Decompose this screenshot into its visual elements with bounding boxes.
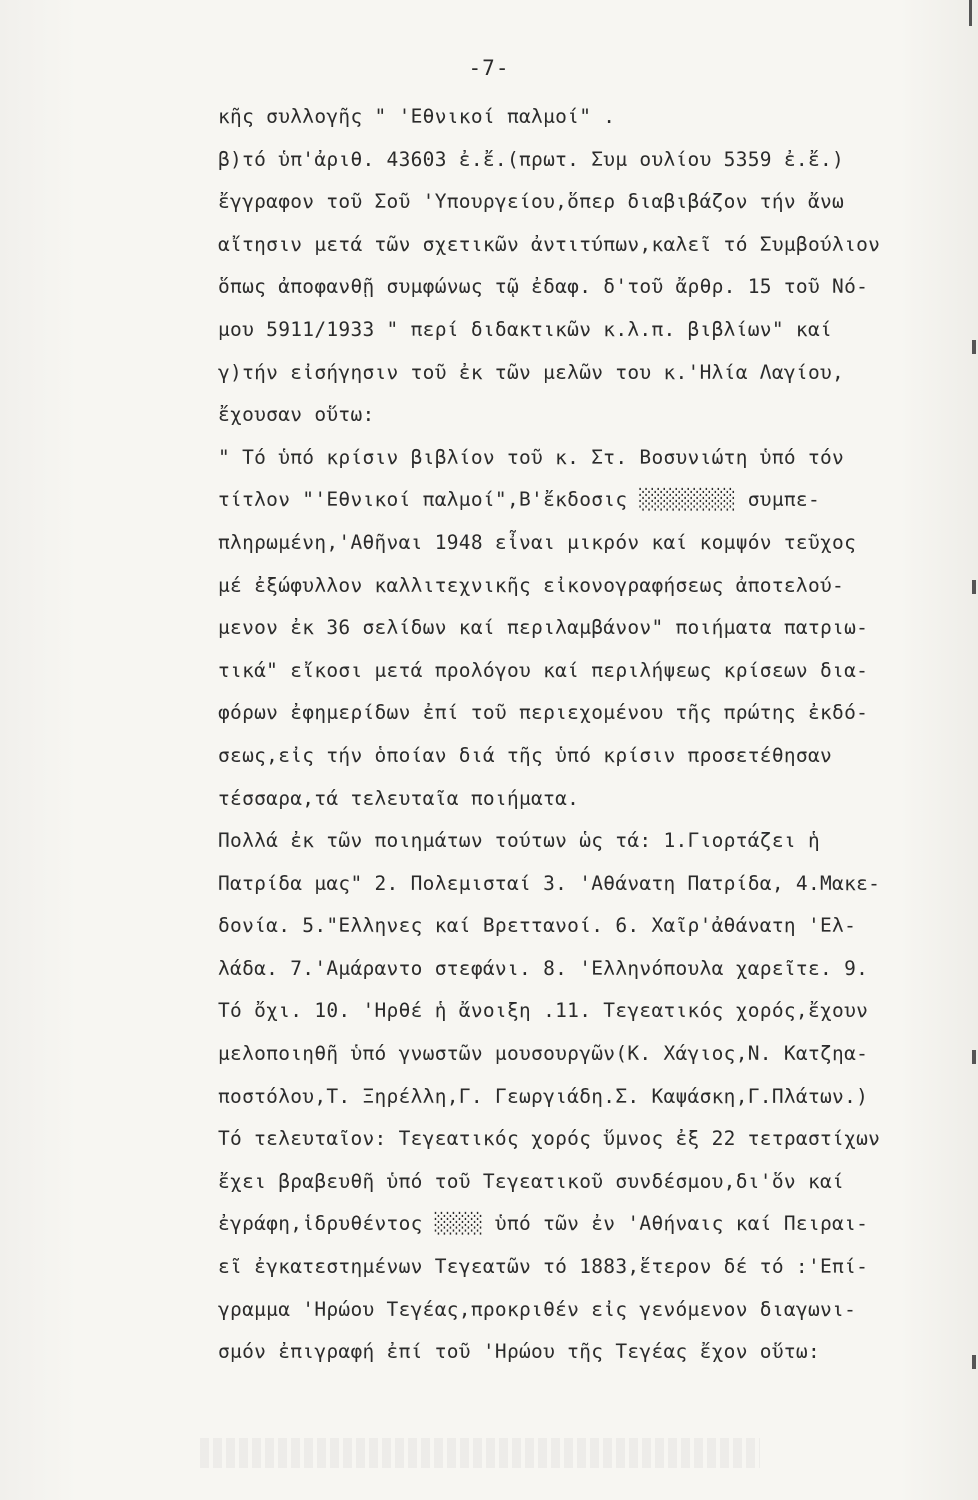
text-line: γ)τήν εἰσήγησιν τοῦ ἐκ τῶν μελῶν του κ.'Ηλία Λαγίου, bbox=[218, 360, 845, 384]
scan-edge-tick bbox=[972, 580, 976, 594]
typewritten-body bbox=[218, 96, 958, 1374]
scan-edge-tick bbox=[972, 340, 976, 354]
text-line: " Τό ὑπό κρίσιν βιβλίον τοῦ κ. Στ. Βοσυνιώτη ὑπό τόν bbox=[218, 445, 845, 469]
show-through-text bbox=[200, 1438, 760, 1468]
text-line: ἐγράφη,ἱδρυθέντος ░░░░ ὑπό τῶν ἐν 'Αθήναις καί Πειραι- bbox=[218, 1212, 869, 1236]
text-line: λάδα. 7.'Αμάραντο στεφάνι. 8. 'Ελληνόπουλα χαρεῖτε. 9. bbox=[218, 956, 869, 980]
text-line: πληρωμένη,'Αθῆναι 1948 εἶναι μικρόν καί κομψόν τεῦχος bbox=[218, 530, 857, 554]
text-line: Τό ὄχι. 10. 'Ηρθέ ἡ ἄνοιξη .11. Τεγεατικός χορός,ἔχουν bbox=[218, 999, 869, 1023]
text-line: μελοποιηθῆ ὑπό γνωστῶν μουσουργῶν(Κ. Χάγιος,Ν. Κατζηα- bbox=[218, 1042, 869, 1066]
scan-edge-tick bbox=[972, 1050, 976, 1064]
text-line: αἴτησιν μετά τῶν σχετικῶν ἀντιτύπων,καλεῖ τό Συμβούλιον bbox=[218, 232, 881, 256]
text-line: τέσσαρα,τά τελευταῖα ποιήματα. bbox=[218, 786, 580, 810]
text-line: ποστόλου,Τ. Ξηρέλλη,Γ. Γεωργιάδη.Σ. Καψάσκη,Γ.Πλάτων.) bbox=[218, 1084, 869, 1108]
text-line: ἔγγραφον τοῦ Σοῦ 'Υπουργείου,ὅπερ διαβιβάζον τήν ἄνω bbox=[218, 190, 845, 214]
scan-edge-tick bbox=[972, 1355, 976, 1369]
text-line: τίτλον "'Εθνικοί παλμοί",Β'ἔκδοσις ░░░░░░░░ συμπε- bbox=[218, 488, 820, 512]
text-line: σεως,εἰς τήν ὁποίαν διά τῆς ὑπό κρίσιν προσετέθησαν bbox=[218, 743, 833, 767]
text-line: Πολλά ἐκ τῶν ποιημάτων τούτων ὡς τά: 1.Γιορτάζει ἡ bbox=[218, 829, 820, 853]
text-line: φόρων ἐφημερίδων ἐπί τοῦ περιεχομένου τῆς πρώτης ἐκδό- bbox=[218, 701, 869, 725]
text-line: Τό τελευταῖον: Τεγεατικός χορός ὕμνος ἐξ 22 τετραστίχων bbox=[218, 1127, 881, 1151]
text-line: γραμμα 'Ηρώου Τεγέας,προκριθέν εἰς γενόμενον διαγωνι- bbox=[218, 1297, 857, 1321]
text-line: μενον ἐκ 36 σελίδων καί περιλαμβάνον" ποιήματα πατριω- bbox=[218, 616, 869, 640]
text-line: Πατρίδα μας" 2. Πολεμισταί 3. 'Αθάνατη Πατρίδα, 4.Μακε- bbox=[218, 871, 881, 895]
text-line: ἔχει βραβευθῆ ὑπό τοῦ Τεγεατικοῦ συνδέσμου,δι'ὅν καί bbox=[218, 1169, 845, 1193]
text-line: ἔχουσαν οὕτω: bbox=[218, 403, 375, 427]
text-line: μου 5911/1933 " περί διδακτικῶν κ.λ.π. βιβλίων" καί bbox=[218, 317, 833, 341]
text-line: σμόν ἐπιγραφή ἐπί τοῦ 'Ηρώου τῆς Τεγέας ἔχον οὕτω: bbox=[218, 1340, 820, 1364]
text-line: κῆς συλλογῆς " 'Εθνικοί παλμοί" . bbox=[218, 105, 616, 128]
page-number: -7- bbox=[468, 56, 510, 80]
text-line: δονία. 5."Ελληνες καί Βρεττανοί. 6. Χαῖρ'ἀθάνατη 'Ελ- bbox=[218, 914, 857, 938]
text-line: ὅπως ἀποφανθῇ συμφώνως τῷ ἐδαφ. δ'τοῦ ἄρθρ. 15 τοῦ Νό- bbox=[218, 275, 869, 299]
text-line: τικά" εἴκοσι μετά προλόγου καί περιλήψεως κρίσεων δια- bbox=[218, 658, 869, 682]
text-line: β)τό ὑπ'ἀριθ. 43603 ἐ.ἔ.(πρωτ. Συμ ουλίου 5359 ἐ.ἔ.) bbox=[218, 147, 845, 171]
text-line: μέ ἐξώφυλλον καλλιτεχνικῆς εἰκονογραφήσεως ἀποτελού- bbox=[218, 573, 845, 597]
scan-edge-mark bbox=[969, 0, 972, 26]
text-line: εῖ ἐγκατεστημένων Τεγεατῶν τό 1883,ἕτερον δέ τό :'Επί- bbox=[218, 1255, 869, 1279]
